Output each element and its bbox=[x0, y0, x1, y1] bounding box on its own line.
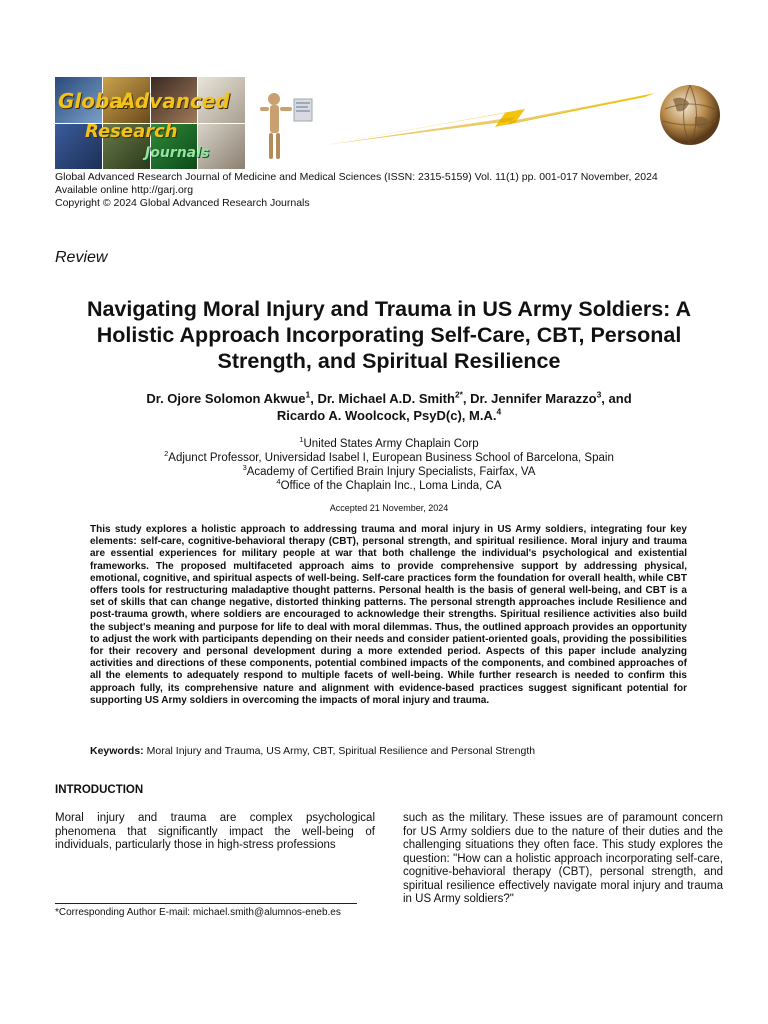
author-list: Dr. Ojore Solomon Akwue$^1$, Dr. Michael A.D. Smith$^{2*}$, Dr. Jennifer Marazzo$^3$, and Ricardo A. Woolcock, PsyD(c), M.A.$^4$ bbox=[146, 389, 632, 423]
affiliation-text: Adjunct Professor, Universidad Isabel I, European Business School of Barcelona, Spain bbox=[168, 452, 614, 464]
corresponding-author-footnote: *Corresponding Author E-mail: michael.smith@alumnos-eneb.es bbox=[55, 907, 341, 918]
lightning-bolt-icon bbox=[325, 87, 655, 147]
affiliation-number: 3 bbox=[242, 463, 247, 473]
keywords bbox=[90, 745, 690, 757]
wooden-figure-icon bbox=[250, 85, 320, 165]
author-affil-mark: 3 bbox=[596, 389, 602, 400]
footnote-divider bbox=[55, 903, 357, 904]
affiliations bbox=[55, 437, 723, 493]
logo-word-research: Research bbox=[85, 121, 178, 142]
globe-icon bbox=[655, 79, 725, 154]
intro-column-right: such as the military. These issues are of paramount concern for US Army soldiers due to the nature of their duties and the challenging situations they often face. This study explores the question: "How can a holistic approach incorporating self-care, cognitive-behavioral therapy (CBT), personal strength, and spiritual resilience effectively navigate moral injury and trauma in US Army soldiers?" bbox=[403, 812, 723, 905]
affiliation-text: Office of the Chaplain Inc., Loma Linda, CA bbox=[280, 480, 502, 492]
copyright: Copyright © 2024 Global Advanced Research Journals bbox=[55, 197, 310, 209]
journal-citation: Global Advanced Research Journal of Medicine and Medical Sciences (ISSN: 2315-5159) Vol. 11(1) pp. 001-017 November, 2024 bbox=[55, 171, 658, 183]
author-name: Dr. Jennifer Marazzo bbox=[470, 391, 597, 406]
intro-column-left: Moral injury and trauma are complex psychological phenomena that significantly impact the well-being of individuals, particularly those in high-stress professions bbox=[55, 812, 375, 851]
paper-title: Navigating Moral Injury and Trauma in US Army Soldiers: A Holistic Approach Incorporating Self-Care, CBT, Personal Strength, and Spiritual Resilience bbox=[86, 297, 692, 373]
affiliation bbox=[55, 479, 723, 493]
accepted-date: Accepted 21 November, 2024 bbox=[329, 503, 449, 513]
affiliation bbox=[55, 437, 723, 451]
logo-word-global: Global bbox=[58, 89, 130, 113]
affiliation-number: 2 bbox=[164, 449, 169, 459]
author-affil-mark: 1 bbox=[305, 389, 311, 400]
logo-word-journals: Journals bbox=[145, 145, 210, 161]
keywords-label: Keywords: bbox=[90, 745, 144, 757]
affiliation-text: United States Army Chaplain Corp bbox=[303, 438, 479, 450]
journal-banner bbox=[55, 77, 725, 172]
available-online: Available online http://garj.org bbox=[55, 184, 194, 196]
affiliation-number: 4 bbox=[276, 477, 281, 487]
author-name: Ricardo A. Woolcock, PsyD(c), M.A. bbox=[276, 408, 497, 423]
author-affil-mark: 4 bbox=[496, 406, 502, 417]
affiliation bbox=[55, 451, 723, 465]
affiliation-number: 1 bbox=[299, 435, 304, 445]
abstract: This study explores a holistic approach to addressing trauma and moral injury in US Army soldiers, integrating four key elements: self-care, cognitive-behavioral therapy (CBT), personal strength, and spiritual resilience. Moral injury and trauma are essential experiences for military people at war that both challenge the individual's psychological and existential frameworks. The proposed multifaceted approach aims to provide comprehensive support by addressing physical, emotional, cognitive, and spiritual aspects of well-being. Self-care practices form the foundation for overall health, while CBT offers tools for restructuring maladaptive thought patterns. Personal health is the basis of general well-being, and CBT is a set of skills that can change negative, distorted thinking patterns. The personal strength approaches include Resilience and post-trauma growth, where soldiers are encouraged to acknowledge their strengths. Spiritual resilience activities also build the subject's meaning and purpose for life to deal with moral dilemmas. Thus, the outlined approach provides an opportunity to adjust the work with participants depending on their needs and consider patient-oriented goals, providing the possibilities for their recovery and personal development during a more extended period. Aspects of this paper include analyzing activities and directions of these components, potential combined impacts of the components, and combined approaches of all the elements to adequately respond to multiple facets of well-being. While further research is needed to confirm this approach fully, its comprehensive nature and alignment with evidence-based practices suggest significant potential for supporting US Army soldiers in overcoming the impacts of moral injury and trauma. bbox=[90, 524, 687, 706]
keywords-text: Moral Injury and Trauma, US Army, CBT, Spiritual Resilience and Personal Strength bbox=[143, 745, 536, 757]
author-name: Dr. Ojore Solomon Akwue bbox=[146, 391, 306, 406]
author-name: Dr. Michael A.D. Smith bbox=[317, 391, 455, 406]
section-heading-introduction: INTRODUCTION bbox=[55, 784, 144, 796]
affiliation bbox=[55, 465, 723, 479]
author-affil-mark: 2* bbox=[454, 389, 463, 400]
affiliation-text: Academy of Certified Brain Injury Specialists, Fairfax, VA bbox=[246, 466, 536, 478]
logo-word-advanced: Advanced bbox=[120, 89, 230, 113]
article-type: Review bbox=[55, 249, 108, 266]
publication-info bbox=[55, 171, 658, 210]
